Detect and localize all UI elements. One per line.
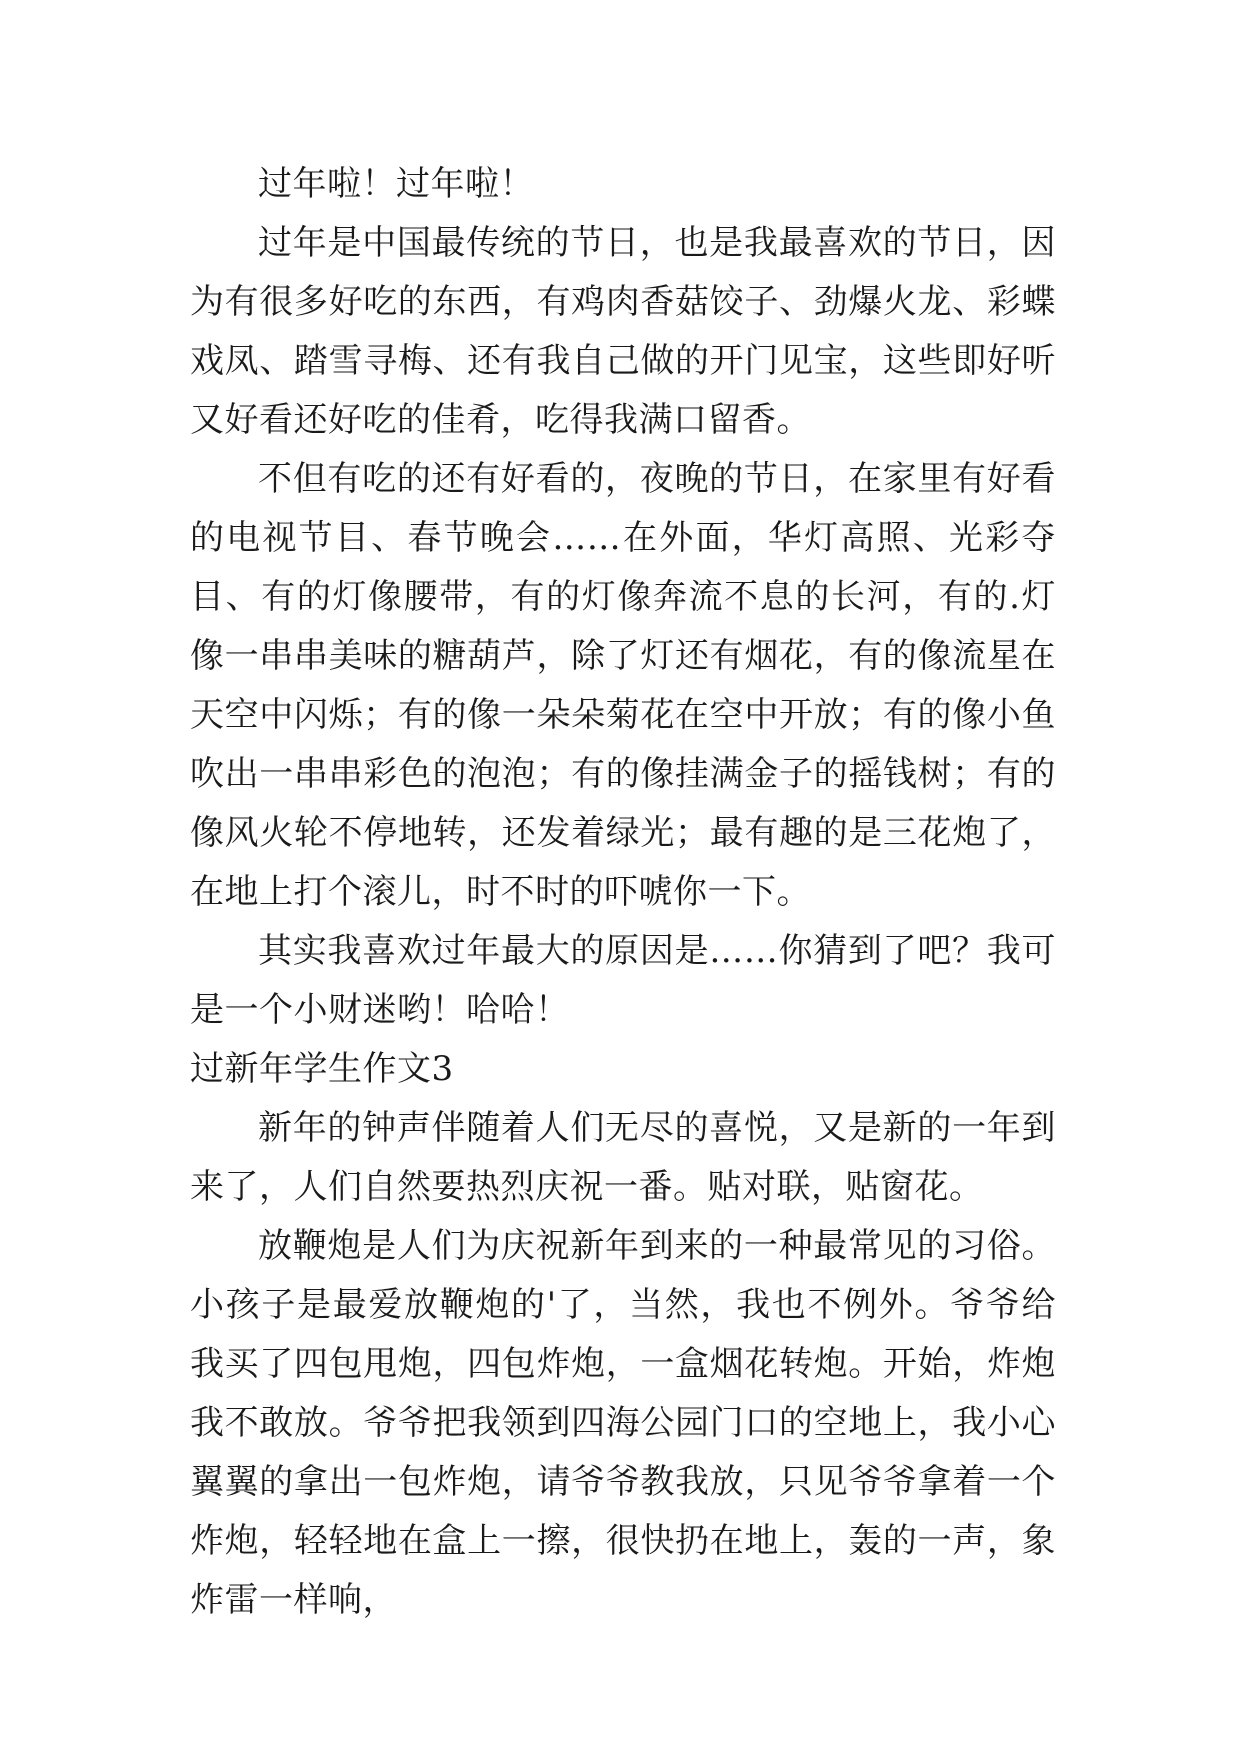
section-paragraph-1: 新年的钟声伴随着人们无尽的喜悦，又是新的一年到来了，人们自然要热烈庆祝一番。贴对联，贴窗花。 <box>190 1108 1056 1207</box>
section-paragraph-2: 放鞭炮是人们为庆祝新年到来的一种最常见的习俗。小孩子是最爱放鞭炮的'了，当然，我也不例外。爷爷给我买了四包甩炮，四包炸炮，一盒烟花转炮。开始，炸炮我不敢放。爷爷把我领到四海公园门口的空地上，我小心翼翼的拿出一包炸炮，请爷爷教我放，只见爷爷拿着一个炸炮，轻轻地在盒上一擦，很快扔在地上，轰的一声，象炸雷一样响， <box>190 1226 1056 1620</box>
document-body <box>190 155 1056 1630</box>
section-title: 过新年学生作文3 <box>190 1049 454 1089</box>
paragraph-1: 过年啦！过年啦！ <box>258 164 534 204</box>
paragraph-3: 不但有吃的还有好看的，夜晚的节日，在家里有好看的电视节目、春节晚会……在外面，华灯高照、光彩夺目、有的灯像腰带，有的灯像奔流不息的长河，有的.灯像一串串美味的糖葫芦，除了灯还有烟花，有的像流星在天空中闪烁；有的像一朵朵菊花在空中开放；有的像小鱼吹出一串串彩色的泡泡；有的像挂满金子的摇钱树；有的像风火轮不停地转，还发着绿光；最有趣的是三花炮了，在地上打个滚儿，时不时的吓唬你一下。 <box>190 459 1056 912</box>
paragraph-2: 过年是中国最传统的节日，也是我最喜欢的节日，因为有很多好吃的东西，有鸡肉香菇饺子、劲爆火龙、彩蝶戏凤、踏雪寻梅、还有我自己做的开门见宝，这些即好听又好看还好吃的佳肴，吃得我满口留香。 <box>190 223 1056 440</box>
paragraph-4: 其实我喜欢过年最大的原因是……你猜到了吧？我可是一个小财迷哟！哈哈！ <box>190 931 1056 1030</box>
